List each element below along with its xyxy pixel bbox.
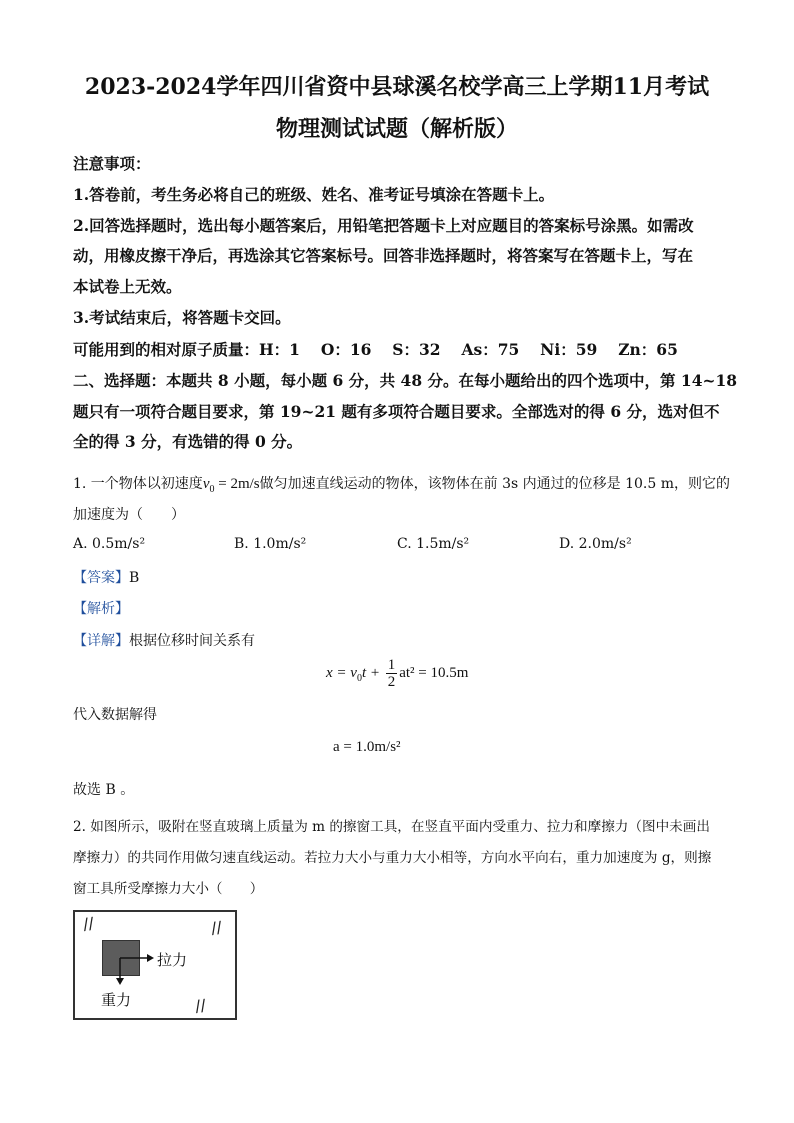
notice-item-3: 3.考试结束后，将答题卡交回。 (73, 308, 291, 327)
gravity-label: 重力 (101, 991, 132, 1009)
q1-conclusion: 故选 B 。 (73, 782, 135, 798)
v0-subscript: 0 (209, 483, 215, 495)
section-intro-line-3: 全的得 3 分，有选错的得 0 分。 (73, 432, 303, 451)
analysis-tag: 【解析】 (73, 601, 129, 617)
eq1-mid: t + (361, 664, 384, 681)
q1-detail (73, 630, 255, 650)
equation-displacement (326, 657, 468, 690)
gravity-arrowhead (116, 978, 124, 985)
glass-hatch-top-left: // (81, 913, 96, 934)
q1-option-a: A. 0.5m/s² (73, 536, 146, 552)
page-title: 2023-2024学年四川省资中县球溪名校学高三上学期11月考试 (84, 74, 710, 100)
eq1-rhs: at² = 10.5m (399, 664, 469, 681)
section-intro-line-1: 二、选择题：本题共 8 小题，每小题 6 分，共 48 分。在每小题给出的四个选项中，第 14~18 (73, 371, 738, 390)
q1-answer (73, 567, 139, 587)
notice-item-1: 1.答卷前，考生务必将自己的班级、姓名、准考证号填涂在答题卡上。 (73, 185, 555, 204)
q1-option-b: B. 1.0m/s² (234, 536, 307, 552)
fraction-denominator: 2 (387, 674, 396, 690)
glass-hatch-bottom-right: // (193, 995, 208, 1016)
page-subtitle: 物理测试试题（解析版） (275, 116, 518, 142)
notice-item-2-line-2: 动，用橡皮擦干净后，再选涂其它答案标号。回答非选择题时，将答案写在答题卡上，写在 (73, 246, 694, 265)
eq1-subscript: 0 (356, 672, 362, 684)
detail-text: 根据位移时间关系有 (129, 633, 255, 649)
notice-item-2-line-1: 2.回答选择题时，选出每小题答案后，用铅笔把答题卡上对应题目的答案标号涂黑。如需改 (73, 216, 694, 235)
q1-stem-start: 1. 一个物体以初速度 (73, 476, 203, 492)
q1-option-c: C. 1.5m/s² (397, 536, 470, 552)
substitute-text: 代入数据解得 (73, 707, 157, 723)
q2-stem-line-2: 摩擦力）的共同作用做匀速直线运动。若拉力大小与重力大小相等，方向水平向右，重力加速度为 g，则擦 (73, 850, 712, 866)
glass-hatch-top-right: // (209, 917, 224, 938)
q1-stem-line-2: 加速度为（ ） (73, 507, 185, 523)
q2-stem-line-1: 2. 如图所示，吸附在竖直玻璃上质量为 m 的擦窗工具，在竖直平面内受重力、拉力和摩擦力（图中未画出 (73, 819, 710, 835)
detail-tag: 【详解】 (73, 633, 129, 649)
fraction-half (386, 657, 398, 690)
fraction-numerator: 1 (387, 657, 396, 673)
notice-item-2-line-3: 本试卷上无效。 (73, 277, 182, 296)
q1-stem-end: 做匀加速直线运动的物体，该物体在前 3s 内通过的位移是 10.5 m，则它的 (259, 476, 730, 492)
force-arrows (75, 912, 235, 1018)
v0-value: = 2m/s (214, 476, 260, 492)
q2-stem-line-3: 窗工具所受摩擦力大小（ ） (73, 881, 264, 897)
q1-stem-line-1 (73, 473, 730, 495)
answer-value: B (129, 570, 140, 586)
answer-tag: 【答案】 (73, 570, 129, 586)
equation-result: a = 1.0m/s² (333, 739, 401, 755)
eq1-lhs: x = v (326, 664, 357, 681)
q1-option-d: D. 2.0m/s² (559, 536, 632, 552)
section-intro-line-2: 题只有一项符合题目要求，第 19~21 题有多项符合题目要求。全部选对的得 6 分，选对但不 (73, 402, 720, 421)
pull-force-label: 拉力 (157, 951, 188, 969)
v0-symbol: v (202, 476, 210, 492)
pull-force-arrowhead (147, 954, 154, 962)
window-cleaner-diagram (73, 910, 237, 1020)
atomic-masses: 可能用到的相对原子质量：H：1 O：16 S：32 As：75 Ni：59 Zn：65 (73, 340, 678, 359)
notice-heading: 注意事项： (73, 154, 151, 173)
